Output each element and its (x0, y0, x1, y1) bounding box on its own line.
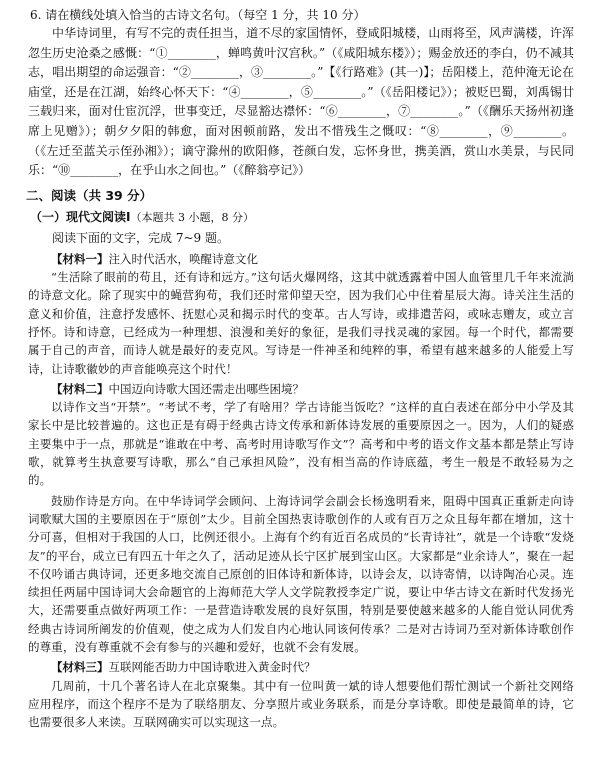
material-3-paragraph: 几周前，十几个著名诗人在北京聚集。其中有一位叫黄一斌的诗人想要他们帮忙测试一个新社交网络应用程序，而这个程序不是为了联络朋友、分享照片或业务联系，而是分享诗歌。即使是最简单的诗，它也需要很多人来读。互联网确实可以实现这一点。 (28, 678, 574, 730)
material-1-label: 【材料一】 (51, 251, 109, 266)
part-title (30, 208, 574, 227)
material-1-paragraph: “生活除了眼前的苟且，还有诗和远方。”这句话火爆网络，这其中就透露着中国人血管里几千年来流淌的诗意文化。除了现实中的蝇营狗苟，我们还时常仰望天空，因为我们心中住着星辰大海。诗关注生活的意义和价值，注意抒发感怀、抚慰心灵和揭示时代的变革。古人写诗，或排遣苦闷，或咏志赠友，或立言抒怀。诗和诗意，已经成为一种理想、浪漫和美好的象征，是我们寻找灵魂的家园。每一个时代，都需要属于自己的声音，而诗人就是最好的麦克风。写诗是一件神圣和纯粹的事，希望有越来越多的人能爱上写诗，让诗歌徽妙的声音能唤亮这个时代！ (28, 270, 574, 376)
material-2-paragraph: 以诗作文当“开禁”。“考试不考，学了有啥用？学古诗能当饭吃？”这样的直白表述在部分中小学及其家长中是比较普遍的。这也正是有碍于经典古诗文传承和新体诗发展的重要原因之一。因为，人们的疑惑主要集中于一点，那就是“谁敢在中考、高考时用诗歌写作文”？高考和中考的语文作文基本都是禁止写诗歌，就算考生执意要写诗歌，那么“自己承担风险”，没有相当高的作诗底蕴，考生一般是不敢轻易为之的。 (28, 400, 574, 488)
question-prompt: 请在横线处填入恰当的古诗文名句。（每空 1 分，共 10 分） (45, 8, 366, 22)
material-3-title: 互联网能否助力中国诗歌进入黄金时代？ (108, 660, 316, 675)
section-title: 二、阅读（共 39 分） (26, 187, 153, 203)
material-3-label: 【材料三】 (51, 660, 109, 675)
question-6-header (28, 6, 574, 24)
material-3-heading (28, 658, 574, 676)
material-1-heading (28, 250, 574, 268)
part-label: （一）现代文阅读Ⅰ (30, 209, 131, 224)
material-2-paragraph: 鼓励作诗是方向。在中华诗词学会顾问、上海诗词学会副会长杨逸明看来，阻碍中国真正重新走向诗词歌赋大国的主要原因在于“原创”太少。目前全国热衷诗歌创作的人或有百万之众且每年都在增加，这十分可喜，但相对于我国的人口，比例还很小。上海有个约有近百名成员的“长青诗社”，就是一个诗歌“发烧友”的平台，成立已有四五十年之久了，活动足迹从长宁区扩展到宝山区。大家都是“业余诗人”，聚在一起不仅吟诵古典诗词，还更多地交流自己原创的旧体诗和新体诗，以诗会友，以诗寄情，以诗陶冶心灵。连续担任两届中国诗词大会命题官的上海师范大学人文学院教授李定广说，要让中华古诗文在新时代发扬光大，还需要重点做好两项工作：一是营造诗歌发展的良好氛围，特别是要使越来越多的人能自觉认同优秀经典古诗词所阐发的价值观，使之成为人们发自内心地认同该何传承？二是对古诗词乃至对新体诗歌创作的尊重，没有尊重就不会有参与的兴趣和爱好，也就不会有发展。 (28, 493, 574, 654)
material-2-heading (28, 380, 574, 398)
part-note: （本题共 3 小题，8 分） (130, 210, 254, 224)
question-6-body: 中华诗词里，有写不完的责任担当，道不尽的家国情怀，登咸阳城楼，山雨将至，风声满楼，许浑忽生历史沧桑之感慨：“①________，蝉鸣黄叶汉宫秋。”（《咸阳城东楼》）；赐金放还的李白，仍不减其志，唱出期望的命运强音：“②________，③________。”【《行路难》(其一)】；岳阳楼上，范仲淹无论在庙堂，还是在江湖，始终心怀天下：“④________，⑤________。”（《岳阳楼记》）；被贬巴蜀，刘禹锡廿三载归来，面对仕宦沉浮，世事变迁，尽显豁达襟怀：“⑥________，⑦________。”（《酬乐天扬州初逢席上见赠》）；朝夕夕阳的韩愈，面对困顿前路，发出不惜残生之慨叹：“⑧________，⑨________。（《左迁至蓝关示侄孙湘》）；谪守滁州的欧阳修，苍颜白发，忘怀身世，携美酒，赏山水美景，与民同乐：“⑩________，在乎山水之间也。”（《醉翁亭记》） (28, 26, 574, 178)
material-2-label: 【材料二】 (51, 381, 109, 396)
material-1-title: 注入时代活水，唤醒诗意文化 (108, 251, 258, 266)
material-2-title: 中国迈向诗歌大国还需走出哪些困境？ (108, 381, 304, 396)
reading-instruction: 阅读下面的文字，完成 7~9 题。 (52, 230, 229, 245)
question-number: 6. (30, 8, 42, 22)
